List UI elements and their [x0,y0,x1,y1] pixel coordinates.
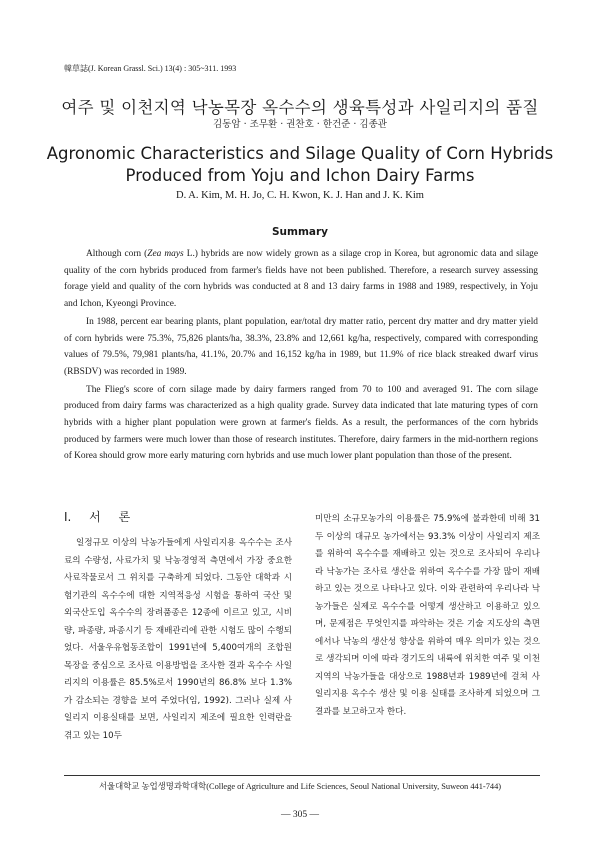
author-affiliation: 서울대학교 농업생명과학대학(College of Agriculture and Life Sciences, Seoul National University, Suweon 441-744) [98,782,502,791]
page-number: — 305 — [281,810,319,820]
intro-right-column [315,511,540,721]
species-name: Zea mays [147,249,184,259]
korean-authors: 김동암 · 조무환 · 권찬호 · 한건준 · 김종관 [213,119,387,130]
english-title-line1: Agronomic Characteristics and Silage Quality of Corn Hybrids [46,144,554,163]
summary-heading: Summary [271,226,329,238]
korean-title: 여주 및 이천지역 낙농목장 옥수수의 생육특성과 사일리지의 품질 [61,98,539,117]
summary-paragraph-2: In 1988, percent ear bearing plants, plant population, ear/total dry matter ratio, percent dry matter and dry matter yield of corn hybrids were 75.3%, 75,826 plants/ha, 38.3%, 23.8% and 12,661 kg/ha, respectively, compared with corresponding values of 79.5%, 79,981 plants/ha, 41.1%, 20.7% and 16,152 kg/ha in 1989, but 11.9% of rice black streaked dwarf virus (RBSDV) was recorded in 1989. [64,316,538,377]
english-title [0,143,600,187]
intro-paragraph-left: 일정규모 이상의 낙농가들에게 사일리지용 옥수수는 조사료의 수량성, 사료가치 및 낙농경영적 측면에서 가장 중요한 사료작물로서 그 위치를 구축하게 되었다. 그동안 대학과 시험기관의 옥수수에 대한 지역적응성 시험을 통하여 국산 및 외국산도입 옥수수의 장려품종은 12종에 이르고 있고, 시비량, 파종량, 파종시기 등 재배관리에 관한 시험도 많이 수행되었다. 서울우유협동조합이 1991년에 5,400여개의 조합원 목장을 중심으로 조사료 이용방법을 조사한 결과 옥수수 사일리지의 이용률은 85.5%로서 1990년의 86.8% 보다 1.3%가 감소되는 경향을 보여 주었다(임, 1992). 그러나 실제 사일리지 이용실태를 보면, 사일리지 제조에 필요한 인력란을 겪고 있는 10두 [64,538,292,741]
english-title-line2: Produced from Yoju and Ichon Dairy Farms [125,166,475,185]
section-heading-introduction: I. 서 론 [64,510,131,524]
footnote-divider [64,775,540,776]
summary-paragraph-3: The Flieg's score of corn silage made by dairy farmers ranged from 70 to 100 and averaged 91. The corn silage produced from dairy farms was characterized as a high quality grade. Survey data indicated that late maturing types of corn hybrids with a higher plant population were grown at farmer's fields. As a result, the performances of the corn hybrids produced by farmers were much lower than those of research institutes. Therefore, dairy farmers in the mid-northern regions of Korea should grow more early maturing corn hybrids and use much lower plant population than those of the present. [64,384,538,462]
intro-left-column [64,508,292,745]
summary-body [64,246,538,466]
english-authors: D. A. Kim, M. H. Jo, C. H. Kwon, K. J. Han and J. K. Kim [176,190,424,201]
summary-paragraph-1: Although corn (Zea mays L.) hybrids are now widely grown as a silage crop in Korea, but agronomic data and silage quality of the corn hybrids produced from farmer's fields have not been published. Therefore, a research survey assessing forage yield and quality of the corn hybrids was conducted at 8 and 13 dairy farms in 1988 and 1989, respectively, in Yoju and Ichon, Kyeongi Province. [64,249,538,310]
journal-citation: 韓草誌(J. Korean Grassl. Sci.) 13(4) : 305~311. 1993 [64,64,237,73]
intro-paragraph-right: 미만의 소규모농가의 이용률은 75.9%에 불과한데 비해 31두 이상의 대규모 농가에서는 93.3% 이상이 사일리지 제조를 위하여 옥수수를 재배하고 있는 것으로 조사되어 우리나라 낙농가는 조사료 생산을 위하여 옥수수를 가장 많이 재배하고 있는 것으로 나타나고 있다. 이와 관련하여 우리나라 낙농가들은 실제로 옥수수를 어떻게 생산하고 이용하고 있으며, 문제점은 무엇인지를 파악하는 것은 기술 지도상의 측면에서나 낙농의 생산성 향상을 위하여 매우 의미가 있는 것으로 생각되며 이에 따라 경기도의 내륙에 위치한 여주 및 이천지역의 낙농가들을 대상으로 1988년과 1989년에 걸쳐 사일리지용 옥수수 생산 및 이용 실태를 조사하게 되었으며 그 결과를 보고하고자 한다. [315,514,540,717]
